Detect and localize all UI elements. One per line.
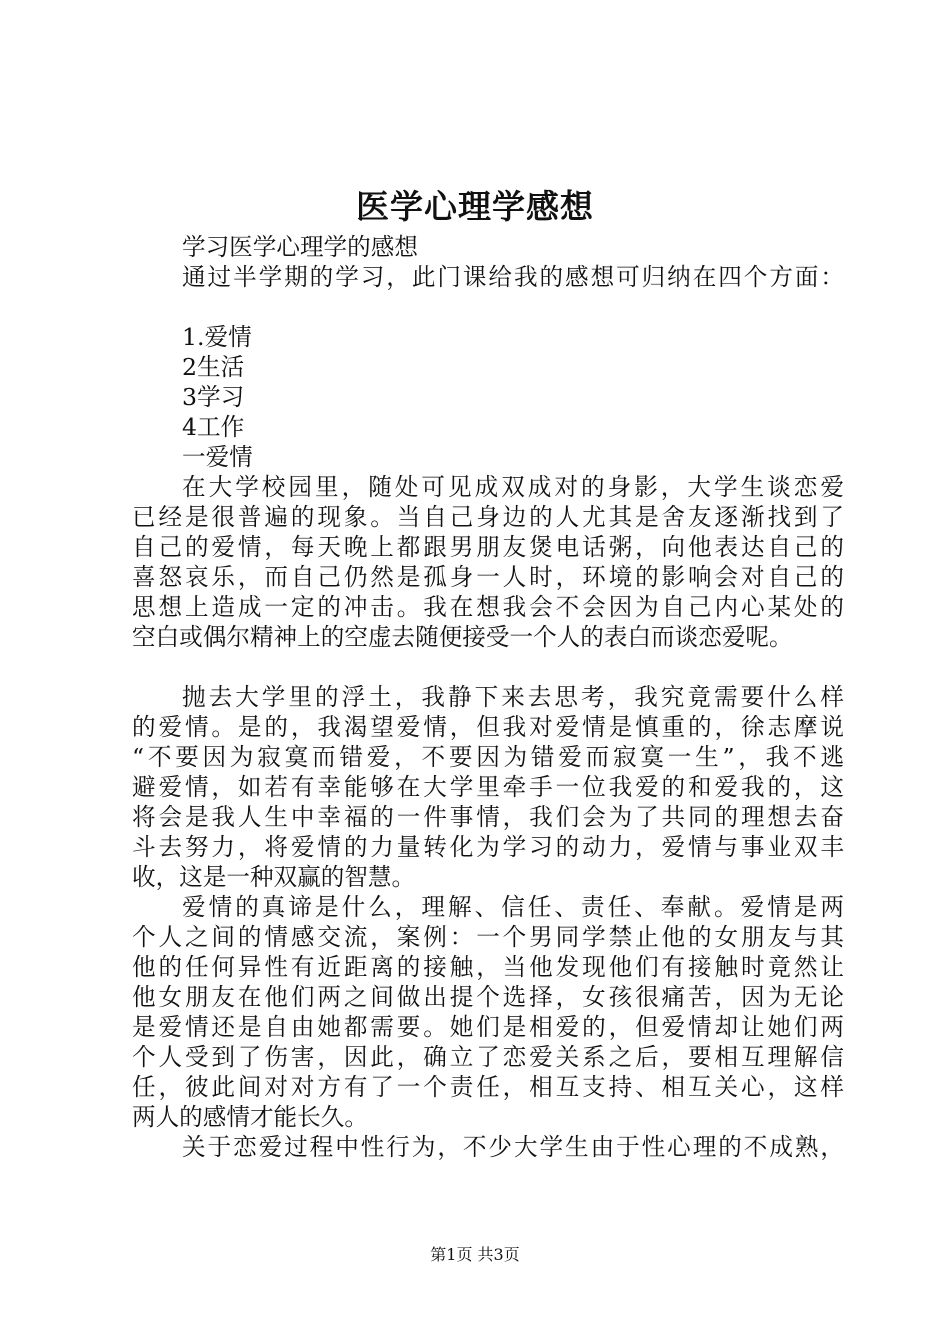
paragraph-line: 将会是我人生中幸福的一件事情，我们会为了共同的理想去奋 — [132, 803, 844, 831]
blank-line — [132, 652, 844, 682]
paragraph-line: 他女朋友在他们两之间做出提个选择，女孩很痛苦，因为无论 — [132, 983, 844, 1011]
paragraph-line: 抛去大学里的浮土，我静下来去思考，我究竟需要什么样 — [182, 683, 844, 711]
paragraph-line: 斗去努力，将爱情的力量转化为学习的动力，爱情与事业双丰 — [132, 833, 844, 861]
paragraph-line: 个人之间的情感交流，案例：一个男同学禁止他的女朋友与其 — [132, 923, 844, 951]
paragraph-line: 是爱情还是自由她都需要。她们是相爱的，但爱情却让她们两 — [132, 1013, 844, 1041]
paragraph-line: “不要因为寂寞而错爱，不要因为错爱而寂寞一生”，我不逃 — [132, 743, 844, 771]
paragraph-line: 收，这是一种双赢的智慧。 — [132, 863, 416, 891]
paragraph-line: 任，彼此间对对方有了一个责任，相互支持、相互关心，这样 — [132, 1073, 844, 1101]
paragraph-line: 思想上造成一定的冲击。我在想我会不会因为自己内心某处的 — [132, 593, 844, 621]
document-body — [132, 232, 844, 1162]
paragraph-line: 爱情的真谛是什么，理解、信任、责任、奉献。爱情是两 — [182, 893, 844, 921]
paragraph-line: 在大学校园里，随处可见成双成对的身影，大学生谈恋爱 — [182, 473, 844, 501]
list-item: 1.爱情 — [182, 323, 252, 351]
paragraph-line: 喜怒哀乐，而自己仍然是孤身一人时，环境的影响会对自己的 — [132, 563, 844, 591]
paragraph-line: 自己的爱情，每天晚上都跟男朋友煲电话粥，向他表达自己的 — [132, 533, 844, 561]
subtitle-line: 学习医学心理学的感想 — [182, 233, 418, 261]
section-heading: 一爱情 — [182, 443, 253, 471]
paragraph-line: 避爱情，如若有幸能够在大学里牵手一位我爱的和爱我的，这 — [132, 773, 844, 801]
paragraph-line: 个人受到了伤害，因此，确立了恋爱关系之后，要相互理解信 — [132, 1043, 844, 1071]
paragraph-line: 两人的感情才能长久。 — [132, 1103, 368, 1131]
list-item: 4工作 — [182, 413, 245, 441]
document-title: 医学心理学感想 — [356, 187, 594, 226]
page-footer: 第1页 共3页 — [430, 1245, 520, 1264]
intro-line: 通过半学期的学习，此门课给我的感想可归纳在四个方面： — [182, 263, 844, 291]
blank-line — [132, 292, 844, 322]
paragraph-line: 关于恋爱过程中性行为，不少大学生由于性心理的不成熟， — [182, 1133, 844, 1161]
paragraph-line: 空白或偶尔精神上的空虚去随便接受一个人的表白而谈恋爱呢。 — [132, 623, 793, 651]
paragraph-line: 他的任何异性有近距离的接触，当他发现他们有接触时竟然让 — [132, 953, 844, 981]
paragraph-line: 已经是很普遍的现象。当自己身边的人尤其是舍友逐渐找到了 — [132, 503, 844, 531]
paragraph-line: 的爱情。是的，我渴望爱情，但我对爱情是慎重的，徐志摩说 — [132, 713, 844, 741]
list-item: 3学习 — [182, 383, 245, 411]
list-item: 2生活 — [182, 353, 245, 381]
